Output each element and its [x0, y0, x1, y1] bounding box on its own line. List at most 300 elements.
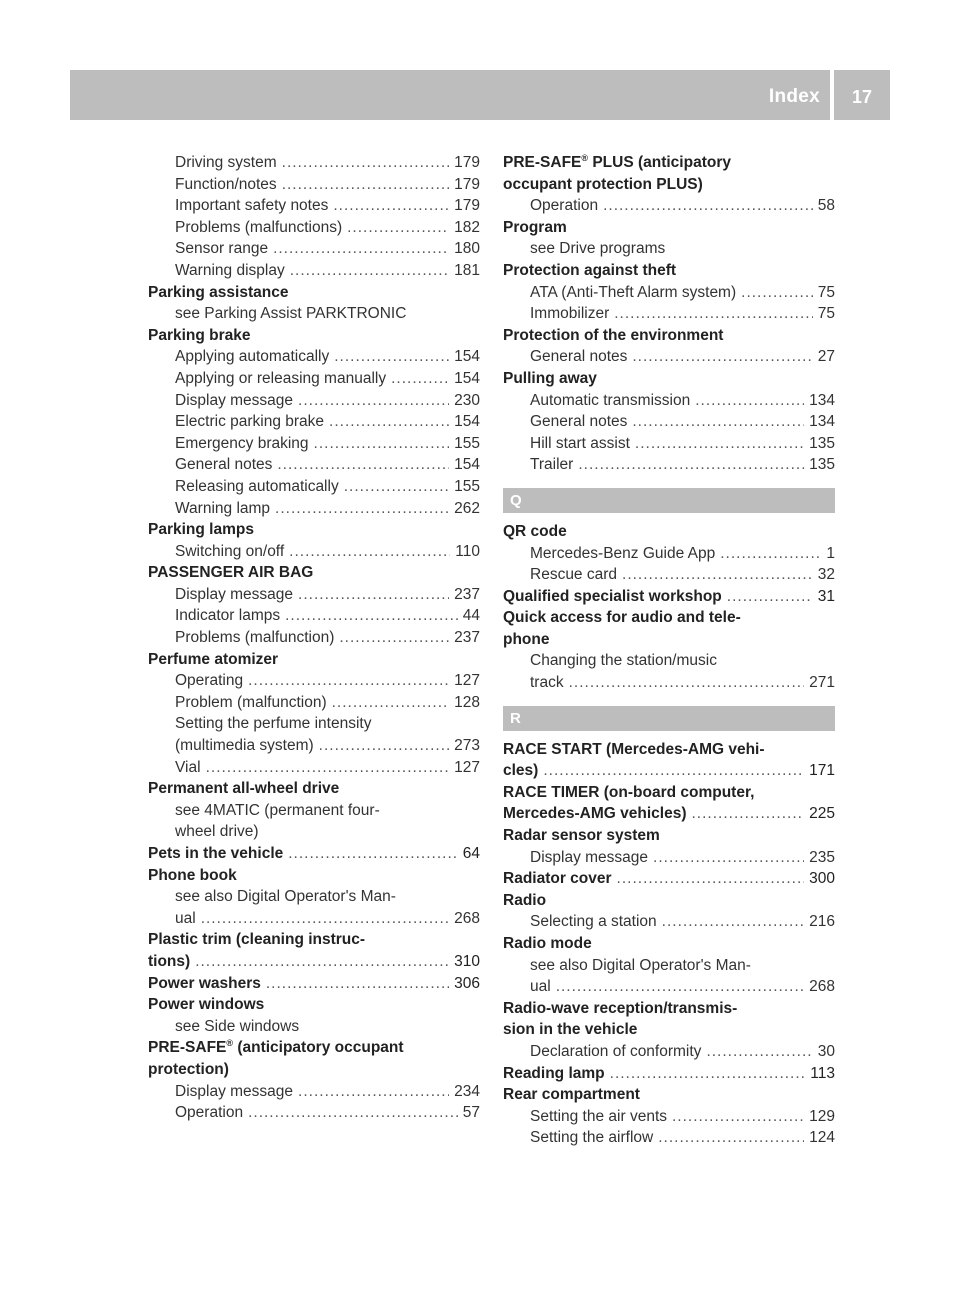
entry-label: (multimedia system)	[175, 737, 314, 755]
index-heading	[503, 825, 835, 847]
dot-leader	[653, 847, 804, 869]
page-reference: 134	[809, 413, 835, 431]
index-entry-text	[175, 670, 243, 692]
page-reference: 179	[454, 197, 480, 215]
index-entry-text	[175, 411, 324, 433]
index-entry-text	[530, 1127, 653, 1149]
page-reference: 273	[454, 737, 480, 755]
dot-leader	[622, 564, 813, 586]
index-subentry	[503, 1106, 835, 1128]
index-subentry	[148, 411, 480, 433]
page-reference: 154	[454, 456, 480, 474]
page-reference: 129	[809, 1107, 835, 1125]
entry-label: Program	[503, 218, 567, 236]
index-entry-text	[530, 955, 751, 977]
entry-label: Problems (malfunction)	[175, 629, 335, 647]
entry-label: Setting the perfume intensity	[175, 715, 372, 733]
index-subentry	[503, 411, 835, 433]
entry-label: Radiator cover	[503, 870, 612, 888]
index-entry-text	[530, 303, 609, 325]
entry-label: track	[530, 674, 564, 692]
entry-label: Switching on/off	[175, 542, 285, 560]
index-heading	[148, 1037, 480, 1059]
entry-label: Qualified specialist workshop	[503, 587, 722, 605]
entry-label: Parking assistance	[148, 283, 289, 301]
index-column-left	[148, 152, 480, 1124]
index-subentry	[503, 955, 835, 977]
index-entry-text	[530, 650, 717, 672]
index-entry-text	[503, 260, 676, 282]
dot-leader	[603, 195, 813, 217]
index-subentry	[148, 670, 480, 692]
dot-leader	[632, 411, 804, 433]
index-heading	[503, 803, 835, 825]
page-reference: 271	[809, 674, 835, 692]
index-entry-text	[503, 1084, 640, 1106]
index-entry-text	[175, 217, 342, 239]
index-heading	[148, 649, 480, 671]
index-entry-text	[503, 607, 741, 629]
index-entry-text	[503, 739, 765, 761]
index-entry-text	[530, 543, 715, 565]
entry-label: PRE-SAFE	[148, 1039, 227, 1057]
index-heading	[503, 152, 835, 174]
dot-leader	[282, 174, 449, 196]
index-subentry	[503, 282, 835, 304]
entry-label: Pulling away	[503, 369, 597, 387]
index-entry-text	[530, 282, 736, 304]
entry-label: Selecting a station	[530, 913, 657, 931]
index-subentry	[503, 346, 835, 368]
index-heading	[503, 174, 835, 196]
index-subentry	[503, 543, 835, 565]
page-reference: 32	[817, 566, 835, 584]
page-reference: 154	[454, 369, 480, 387]
dot-leader	[391, 368, 449, 390]
index-heading	[503, 1063, 835, 1085]
index-entry-text	[148, 325, 251, 347]
page-reference: 237	[454, 585, 480, 603]
dot-leader	[706, 1041, 812, 1063]
index-entry-text	[175, 368, 386, 390]
index-entry-text	[175, 152, 277, 174]
entry-label: Power windows	[148, 996, 265, 1014]
index-entry-text	[503, 152, 731, 174]
page-reference: 179	[454, 154, 480, 171]
dot-leader	[610, 1063, 806, 1085]
index-heading	[148, 843, 480, 865]
entry-label-continued: PLUS (anticipatory	[588, 154, 731, 171]
entry-label: Mercedes-Benz Guide App	[530, 544, 716, 562]
dot-leader	[720, 543, 821, 565]
entry-label: sion in the vehicle	[503, 1021, 638, 1039]
index-entry-text	[503, 174, 703, 196]
entry-label: Important safety notes	[175, 197, 329, 215]
index-heading	[503, 217, 835, 239]
page-number: 17	[851, 87, 873, 107]
index-entry-text	[503, 868, 612, 890]
index-heading	[148, 778, 480, 800]
index-entry-text	[530, 672, 564, 694]
index-entry-text	[175, 454, 272, 476]
index-subentry	[148, 584, 480, 606]
page-reference: 154	[454, 413, 480, 431]
index-subentry	[503, 1127, 835, 1149]
entry-label: Display message	[175, 585, 294, 603]
page-reference: 230	[454, 391, 480, 409]
index-entry-text	[175, 541, 284, 563]
index-subentry	[148, 800, 480, 822]
index-entry-text	[175, 498, 270, 520]
index-heading	[503, 1019, 835, 1041]
entry-label: Immobilizer	[530, 305, 610, 323]
entry-label: Radar sensor system	[503, 827, 660, 845]
index-entry-text	[530, 454, 573, 476]
entry-label: phone	[503, 630, 550, 648]
letter-section-header: R	[503, 706, 835, 731]
dot-leader	[658, 1127, 804, 1149]
dot-leader	[741, 282, 813, 304]
index-entry-text	[503, 803, 687, 825]
index-entry-text	[148, 562, 313, 584]
entry-label: Protection against theft	[503, 261, 677, 279]
entry-label: see also Digital Operator's Man-	[530, 956, 751, 974]
index-heading	[148, 929, 480, 951]
page-reference: 113	[810, 1064, 835, 1082]
index-entry-text	[148, 994, 264, 1016]
index-subentry	[503, 390, 835, 412]
dot-leader	[333, 195, 449, 217]
index-entry-text	[175, 584, 293, 606]
dot-leader	[578, 454, 804, 476]
page-reference: 310	[454, 952, 480, 970]
dot-leader	[344, 476, 449, 498]
index-entry-text	[530, 346, 627, 368]
entry-label: Setting the air vents	[530, 1107, 667, 1125]
page-reference: 31	[817, 587, 835, 605]
page-reference: 268	[809, 978, 835, 996]
dot-leader	[277, 454, 449, 476]
entry-label: see Parking Assist PARKTRONIC	[175, 305, 407, 323]
index-heading	[503, 1084, 835, 1106]
page-reference: 128	[454, 693, 480, 711]
dot-leader	[543, 760, 804, 782]
index-subentry	[148, 821, 480, 843]
index-heading	[503, 760, 835, 782]
index-entry-text	[530, 238, 665, 260]
page-reference: 179	[454, 175, 480, 193]
index-entry-text	[503, 760, 538, 782]
index-entry-text	[175, 627, 334, 649]
entry-label: ual	[175, 909, 196, 927]
index-subentry	[148, 390, 480, 412]
entry-label: Problems (malfunctions)	[175, 218, 343, 236]
index-heading	[503, 521, 835, 543]
index-entry-text	[175, 476, 339, 498]
index-subentry	[148, 605, 480, 627]
entry-label: Parking lamps	[148, 521, 254, 539]
index-entry-text	[175, 1016, 299, 1038]
page-reference: 110	[455, 542, 480, 560]
page-reference: 262	[454, 499, 480, 517]
page-reference: 135	[809, 456, 835, 474]
entry-label: Warning lamp	[175, 499, 271, 517]
entry-label: Radio	[503, 891, 547, 909]
entry-label: Driving system	[175, 154, 277, 171]
index-subentry	[503, 847, 835, 869]
index-heading	[503, 782, 835, 804]
dot-leader	[275, 498, 449, 520]
entry-label: Display message	[530, 848, 649, 866]
index-entry-text	[175, 886, 396, 908]
index-heading	[148, 325, 480, 347]
dot-leader	[347, 217, 449, 239]
dot-leader	[617, 868, 805, 890]
index-entry-text	[148, 778, 339, 800]
index-entry-text	[148, 519, 254, 541]
dot-leader	[290, 260, 449, 282]
index-entry-text	[148, 1059, 229, 1081]
page-reference: 180	[454, 240, 480, 258]
index-entry-text	[530, 847, 648, 869]
entry-label: Display message	[175, 1082, 294, 1100]
entry-label: Automatic transmission	[530, 391, 691, 409]
index-entry-text	[503, 368, 597, 390]
entry-label: Quick access for audio and tele-	[503, 609, 741, 627]
index-subentry	[148, 476, 480, 498]
dot-leader	[569, 672, 805, 694]
index-entry-text	[175, 908, 196, 930]
index-subentry	[148, 1102, 480, 1124]
dot-leader	[266, 973, 449, 995]
entry-label: Operation	[530, 197, 599, 215]
entry-label: Mercedes-AMG vehicles)	[503, 805, 687, 823]
index-entry-text	[503, 217, 567, 239]
entry-label: Protection of the environment	[503, 326, 724, 344]
section-title: Index	[768, 86, 820, 107]
page-reference: 237	[454, 629, 480, 647]
page-reference: 171	[809, 762, 835, 780]
index-entry-text	[503, 782, 754, 804]
index-entry-text	[503, 933, 592, 955]
page-reference: 235	[809, 848, 835, 866]
dot-leader	[614, 303, 813, 325]
entry-label: ATA (Anti-Theft Alarm system)	[530, 283, 737, 301]
entry-label: Pets in the vehicle	[148, 845, 284, 862]
index-entry-text	[175, 757, 201, 779]
page-reference: 225	[809, 805, 835, 823]
index-heading	[148, 951, 480, 973]
dot-leader	[314, 433, 450, 455]
page-reference: 134	[809, 391, 835, 409]
entry-label: Display message	[175, 391, 294, 409]
dot-leader	[289, 541, 450, 563]
index-entry-text	[148, 951, 190, 973]
page-reference: 75	[817, 283, 835, 301]
entry-label: Parking brake	[148, 326, 251, 344]
dot-leader	[195, 951, 449, 973]
entry-label: wheel drive)	[175, 823, 259, 841]
entry-label: PRE-SAFE	[503, 154, 582, 171]
index-heading	[503, 586, 835, 608]
index-heading	[503, 998, 835, 1020]
index-entry-text	[175, 821, 259, 843]
index-entry-text	[175, 605, 280, 627]
index-subentry	[503, 564, 835, 586]
index-entry-text	[175, 346, 329, 368]
entry-label: see also Digital Operator's Man-	[175, 888, 396, 906]
entry-label: Permanent all-wheel drive	[148, 780, 340, 798]
index-subentry	[148, 152, 480, 174]
index-entry-text	[530, 390, 690, 412]
index-subentry	[148, 303, 480, 325]
index-entry-text	[530, 411, 627, 433]
page-reference: 155	[454, 434, 480, 452]
index-entry-text	[530, 911, 657, 933]
index-entry-text	[148, 1037, 404, 1059]
index-entry-text	[175, 238, 268, 260]
index-subentry	[503, 976, 835, 998]
index-heading	[503, 890, 835, 912]
entry-label: General notes	[175, 456, 273, 474]
entry-label: tions)	[148, 952, 191, 970]
index-entry-text	[503, 521, 567, 543]
index-entry-text	[530, 564, 617, 586]
page-reference: 135	[809, 434, 835, 452]
page-reference: 124	[809, 1129, 835, 1147]
header-bar	[70, 70, 830, 120]
entry-label: General notes	[530, 348, 628, 366]
index-entry-text	[503, 586, 722, 608]
index-heading	[148, 562, 480, 584]
index-entry-text	[503, 1019, 637, 1041]
index-entry-text	[530, 976, 551, 998]
dot-leader	[298, 1081, 449, 1103]
index-heading	[148, 282, 480, 304]
entry-label: Applying or releasing manually	[175, 369, 387, 387]
entry-label: see 4MATIC (permanent four-	[175, 801, 380, 819]
index-entry-text	[175, 692, 327, 714]
index-entry-text	[148, 865, 237, 887]
index-subentry	[148, 692, 480, 714]
dot-leader	[339, 627, 449, 649]
index-subentry	[503, 911, 835, 933]
index-entry-text	[175, 390, 293, 412]
index-subentry	[148, 735, 480, 757]
index-heading	[503, 607, 835, 629]
dot-leader	[298, 390, 449, 412]
index-subentry	[148, 627, 480, 649]
index-entry-text	[175, 735, 314, 757]
index-heading	[148, 994, 480, 1016]
index-heading	[503, 629, 835, 651]
index-heading	[503, 739, 835, 761]
page-reference: 127	[454, 758, 480, 776]
page-reference: 58	[817, 197, 835, 215]
entry-label: General notes	[530, 413, 628, 431]
index-subentry	[148, 1081, 480, 1103]
index-subentry	[148, 886, 480, 908]
index-heading	[148, 973, 480, 995]
index-entry-text	[148, 929, 365, 951]
index-subentry	[503, 433, 835, 455]
index-entry-text	[175, 174, 277, 196]
dot-leader	[329, 411, 449, 433]
page-reference: 75	[817, 305, 835, 323]
page-reference: 154	[454, 348, 480, 366]
dot-leader	[632, 346, 812, 368]
index-entry-text	[530, 433, 630, 455]
entry-label: Emergency braking	[175, 434, 309, 452]
index-heading	[503, 325, 835, 347]
index-entry-text	[148, 649, 278, 671]
page-reference: 300	[809, 870, 835, 888]
entry-label: QR code	[503, 522, 567, 540]
index-subentry	[148, 498, 480, 520]
page-reference: 182	[454, 218, 480, 236]
page-reference: 216	[809, 913, 835, 931]
page-reference: 44	[462, 607, 480, 625]
dot-leader	[201, 908, 449, 930]
index-subentry	[503, 650, 835, 672]
entry-label: Releasing automatically	[175, 477, 339, 495]
entry-label: Setting the airflow	[530, 1129, 654, 1147]
index-subentry	[148, 368, 480, 390]
dot-leader	[692, 803, 805, 825]
entry-label: see Side windows	[175, 1017, 300, 1035]
index-entry-text	[175, 303, 406, 325]
page-reference: 306	[454, 974, 480, 992]
page-reference: 1	[826, 544, 835, 562]
page-reference: 181	[454, 261, 480, 279]
index-entry-text	[530, 1106, 667, 1128]
dot-leader	[273, 238, 449, 260]
index-entry-text	[530, 195, 598, 217]
dot-leader	[662, 911, 804, 933]
entry-label-continued: (anticipatory occupant	[233, 1039, 404, 1057]
index-subentry	[503, 454, 835, 476]
entry-label: Electric parking brake	[175, 413, 325, 431]
entry-label: Perfume atomizer	[148, 650, 279, 668]
dot-leader	[298, 584, 449, 606]
index-entry-text	[175, 1102, 243, 1124]
dot-leader	[248, 1102, 458, 1124]
index-entry-text	[148, 843, 283, 865]
entry-label: Changing the station/music	[530, 652, 717, 670]
entry-label: ual	[530, 978, 551, 996]
index-subentry	[503, 195, 835, 217]
index-subentry	[148, 757, 480, 779]
entry-label: RACE TIMER (on-board computer,	[503, 783, 755, 801]
index-heading	[148, 1059, 480, 1081]
index-subentry	[148, 713, 480, 735]
page-reference: 268	[454, 909, 480, 927]
index-entry-text	[175, 433, 309, 455]
entry-label: PASSENGER AIR BAG	[148, 564, 314, 582]
dot-leader	[727, 586, 813, 608]
index-entry-text	[503, 825, 660, 847]
page-reference: 57	[462, 1104, 480, 1122]
dot-leader	[288, 843, 458, 865]
index-entry-text	[148, 282, 288, 304]
index-entry-text	[530, 1041, 701, 1063]
dot-leader	[282, 152, 449, 174]
entry-label: see Drive programs	[530, 240, 666, 258]
page-reference: 64	[462, 845, 480, 862]
index-subentry	[148, 260, 480, 282]
page-reference: 155	[454, 477, 480, 495]
entry-label: Operation	[175, 1104, 244, 1122]
